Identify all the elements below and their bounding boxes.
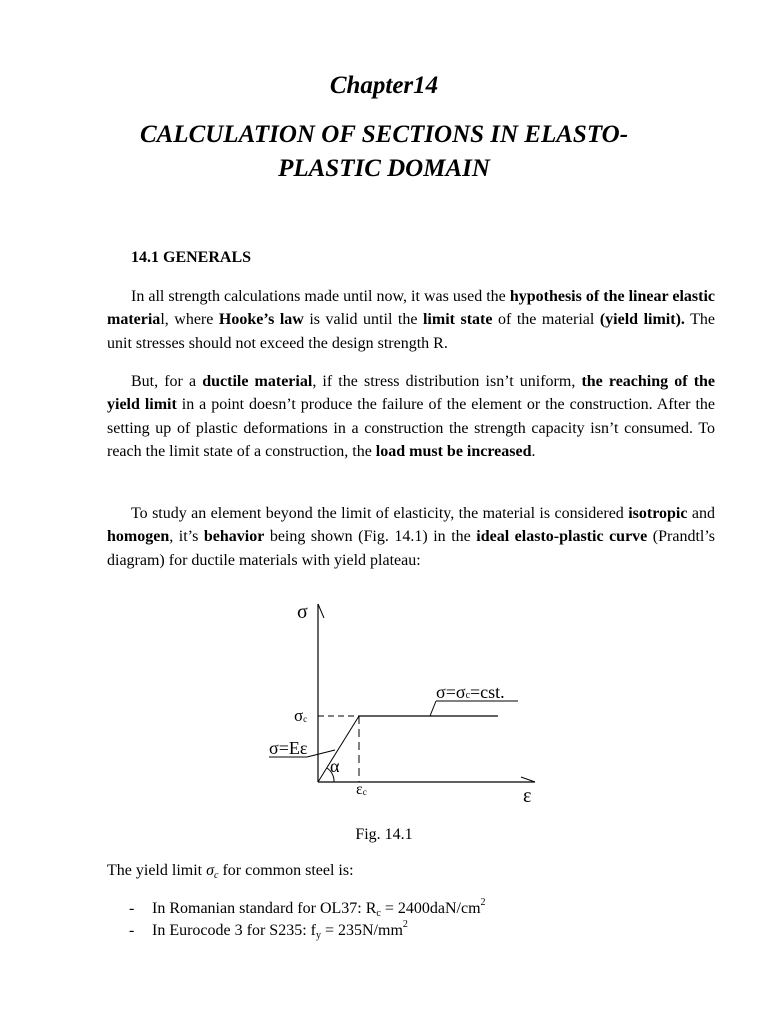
- text-run: is valid until the: [303, 311, 423, 329]
- subscript: y: [315, 930, 321, 941]
- text-run: In Romanian standard for OL37: R: [152, 900, 377, 917]
- subscript: c: [376, 908, 381, 919]
- bold-run: isotropic: [628, 505, 688, 522]
- y-axis-label: σ: [297, 601, 308, 623]
- yield-values-list: [107, 898, 486, 942]
- text-run: = 2400daN/cm: [380, 900, 481, 917]
- text-run: In all strength calculations made until now, it was used the: [131, 288, 510, 305]
- x-axis-label: ε: [523, 785, 532, 807]
- prandtl-diagram-svg: [250, 590, 560, 810]
- list-item: [107, 920, 486, 942]
- superscript: 2: [480, 897, 486, 908]
- text-run: = 235N/mm: [320, 922, 403, 939]
- section-heading: 14.1 GENERALS: [131, 249, 252, 266]
- sigma-subscript: c: [213, 870, 219, 881]
- x-axis-arrow: [521, 777, 535, 782]
- paragraph-3: [107, 502, 715, 572]
- eps-c-symbol: ε: [356, 781, 363, 798]
- bold-run: the reaching of the yield limit: [107, 373, 716, 414]
- list-bullet: -: [129, 922, 135, 939]
- text-run: being shown (Fig. 14.1) in the: [264, 528, 477, 546]
- plateau-leader: [430, 701, 436, 716]
- text-run: l, where: [160, 311, 219, 329]
- elastic-label: σ=Eε: [269, 738, 308, 758]
- text-run: The unit stresses should not exceed the design strength R.: [107, 311, 716, 352]
- sigma-c-symbol: σ: [294, 706, 304, 725]
- bold-run: ductile material: [202, 373, 313, 390]
- yield-limit-sentence: [107, 862, 354, 880]
- text-run: of the material: [492, 311, 600, 329]
- text-run: To study an element beyond the limit of elasticity, the material is considered: [131, 505, 629, 522]
- text-run: , it’s: [169, 528, 204, 546]
- bold-run: hypothesis of the linear elastic materia: [107, 288, 716, 329]
- bold-run: limit state: [422, 311, 493, 329]
- eps-c-label: [356, 781, 367, 798]
- plateau-label-sub: c: [465, 690, 471, 701]
- bold-run: (yield limit).: [599, 311, 685, 329]
- text-run: .: [531, 443, 536, 461]
- list-bullet: -: [129, 900, 135, 917]
- plateau-label-b: =cst.: [470, 682, 505, 702]
- text-run: , if the stress distribution isn’t uniform,: [312, 373, 582, 390]
- sigma-c-sub: c: [303, 714, 308, 724]
- text-run: But, for a: [131, 373, 203, 390]
- bold-run: Hooke’s law: [218, 311, 304, 329]
- bold-run: behavior: [203, 528, 265, 546]
- text-run: and: [687, 505, 715, 522]
- bold-run: load must be increased: [375, 443, 532, 461]
- paragraph-2: [107, 370, 715, 464]
- chapter-title: CALCULATION OF SECTIONS IN ELASTO-PLASTIC DOMAIN: [139, 121, 629, 182]
- alpha-label: α: [330, 756, 340, 776]
- figure-caption: Fig. 14.1: [355, 826, 413, 843]
- text-run: The yield limit: [107, 862, 207, 879]
- text-run: for common steel is:: [218, 862, 354, 879]
- eps-c-sub: c: [362, 787, 367, 797]
- prandtl-diagram: [250, 590, 560, 810]
- sigma-symbol: σ: [206, 862, 214, 879]
- list-item: [107, 898, 486, 920]
- y-axis-arrow: [318, 604, 324, 618]
- paragraph-1: [107, 285, 715, 355]
- bold-run: homogen: [107, 528, 170, 546]
- plateau-label-a: σ=σ: [436, 682, 466, 702]
- superscript: 2: [402, 919, 408, 930]
- plateau-label: [436, 682, 505, 702]
- text-run: (Prandtl’s diagram) for ductile materials with yield plateau:: [107, 528, 716, 569]
- sigma-c-label: [294, 706, 307, 725]
- text-run: In Eurocode 3 for S235: f: [152, 922, 316, 939]
- bold-run: ideal elasto-plastic curve: [476, 528, 648, 546]
- text-run: in a point doesn’t produce the failure of the element or the construction. After the setting up of plastic deformations in a construction the strength capacity isn’t consumed. To reach the limit state of a construction, the: [107, 396, 715, 461]
- chapter-heading: Chapter14: [329, 72, 439, 99]
